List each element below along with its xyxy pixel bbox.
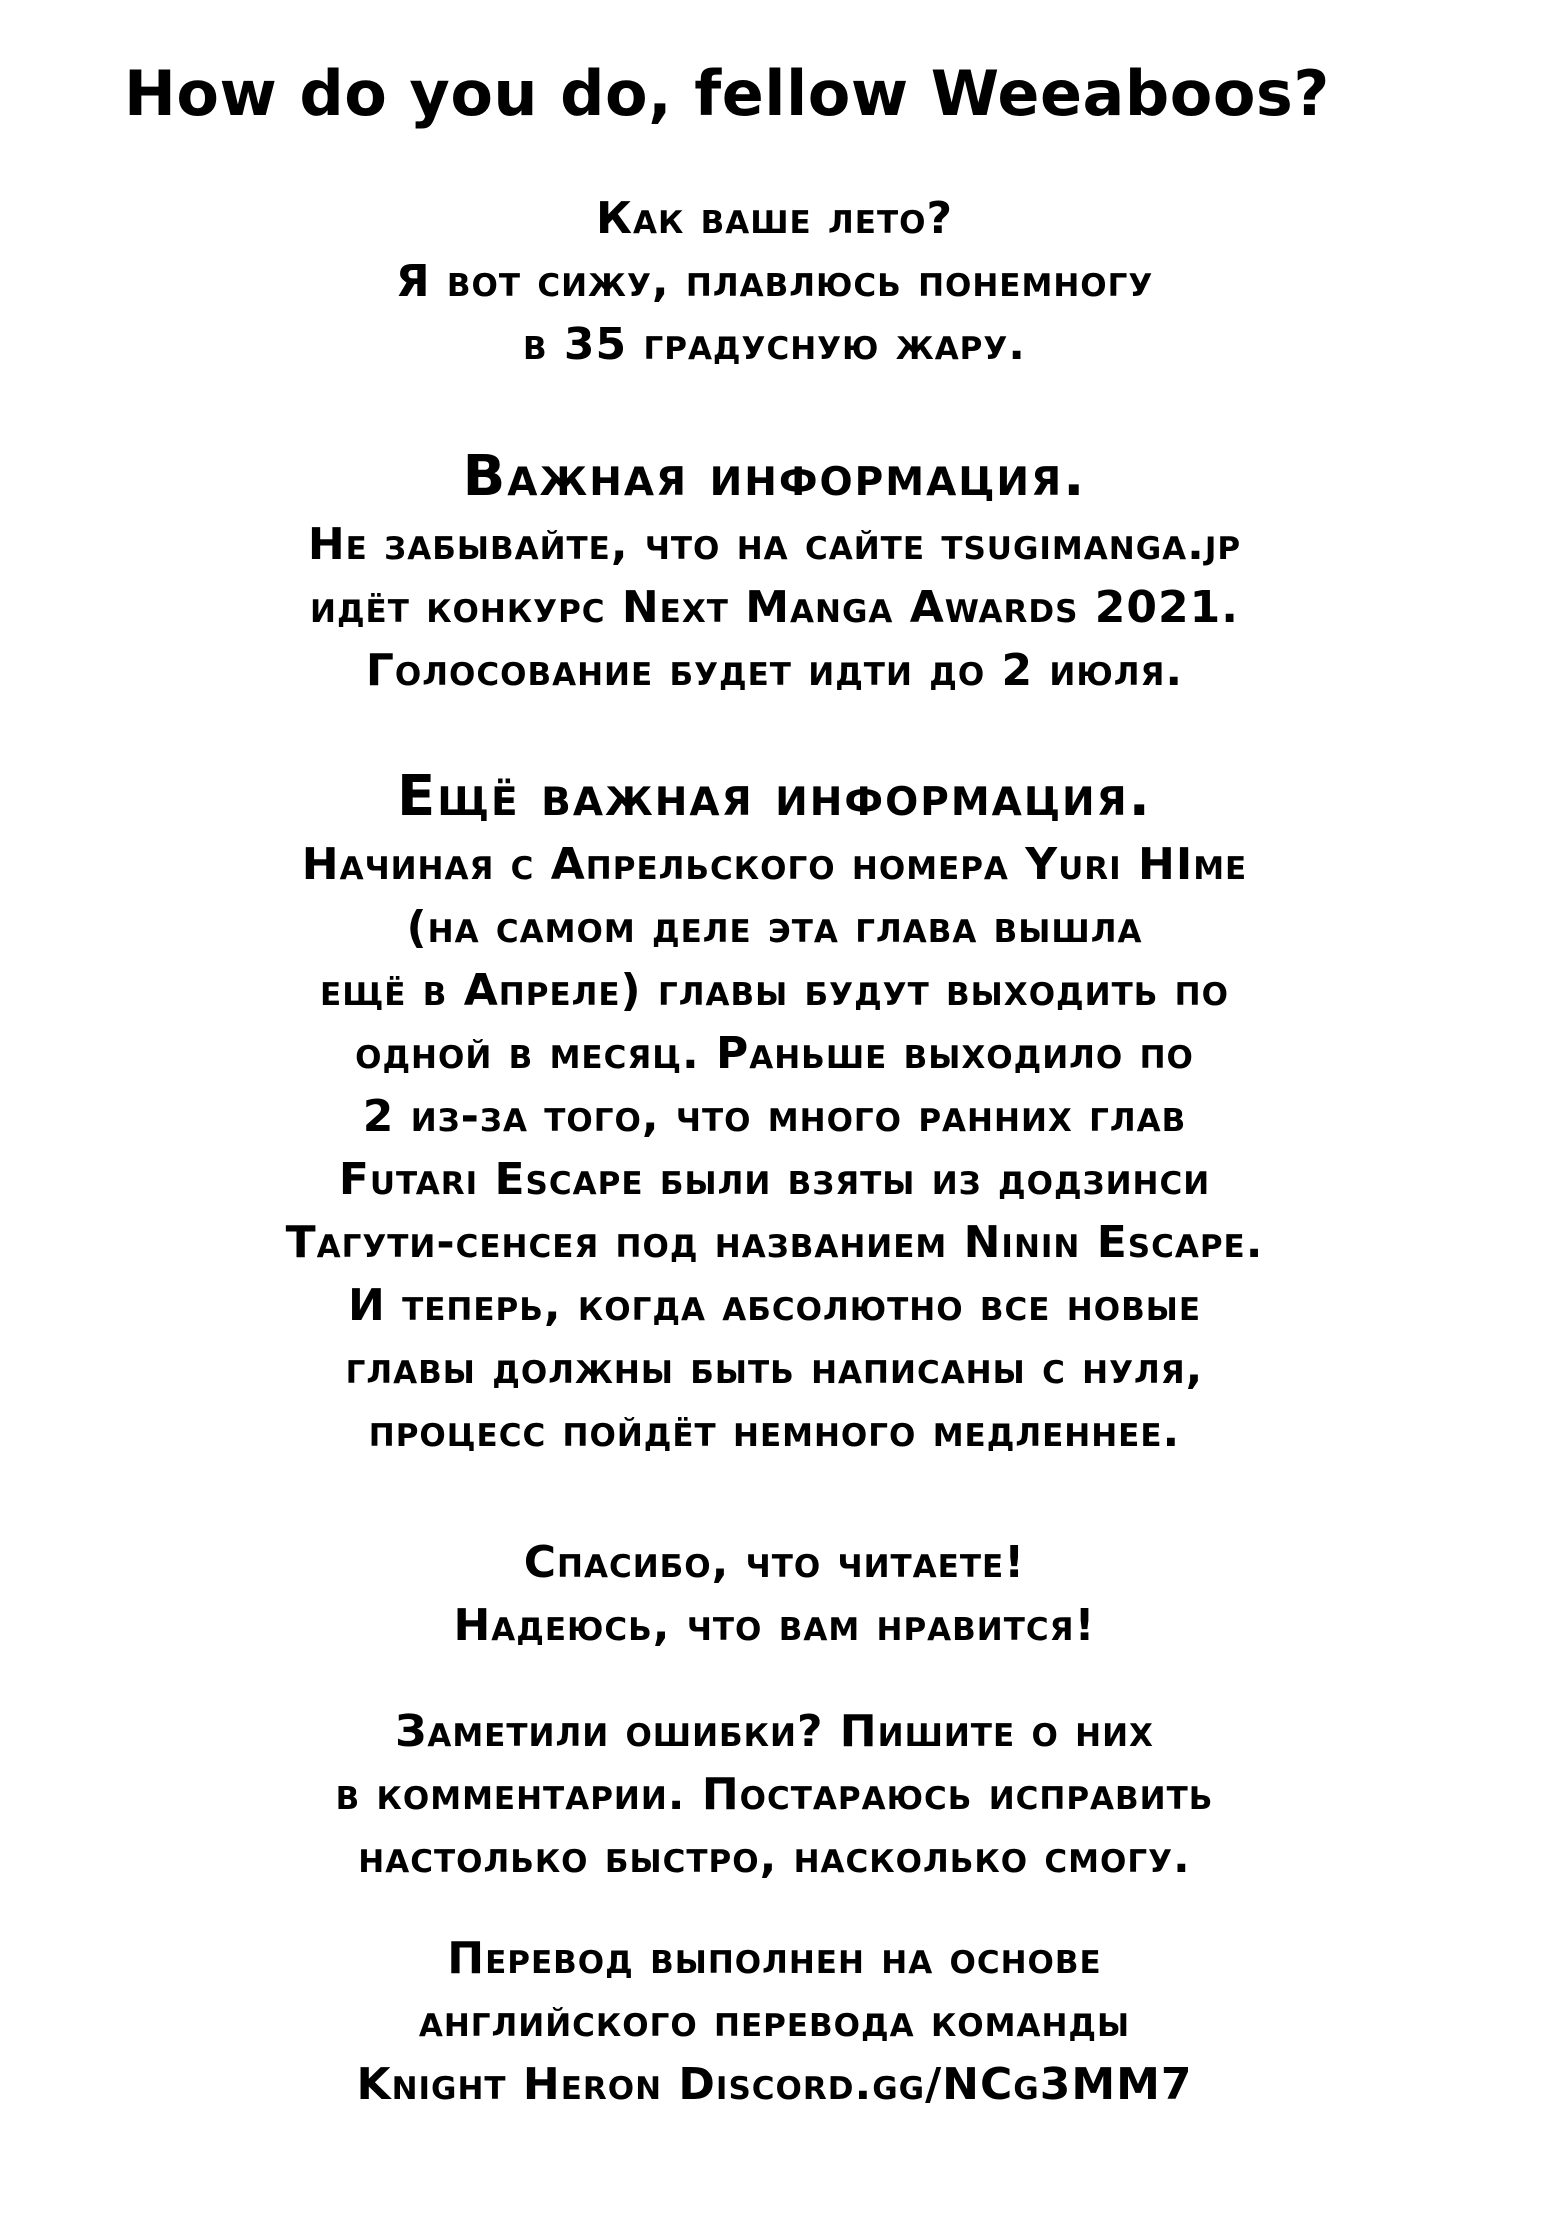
important-info-heading: Важная информация.	[462, 444, 1087, 509]
more-info-line: Тагути-сенсея под названием Ninin Escape.	[285, 1217, 1264, 1268]
errors-line: Заметили ошибки? Пишите о них	[395, 1706, 1154, 1757]
more-info-line: процесс пойдёт немного медленнее.	[368, 1406, 1181, 1457]
more-info-line: Начиная с Апрельского номера Yuri HIme	[301, 839, 1248, 890]
errors-line: в комментарии. Постараюсь исправить	[335, 1769, 1214, 1820]
more-info-heading: Ещё важная информация.	[397, 764, 1152, 829]
summer-line: Я вот сижу, плавлюсь понемногу	[395, 256, 1154, 307]
important-info-line: Не забывайте, что на сайте tsugimanga.jp	[307, 519, 1242, 570]
credit-line: английского перевода команды	[418, 1996, 1131, 2047]
translation-credit-block	[0, 1927, 1549, 2116]
credit-line: Knight Heron Discord.gg/NCg3MM7	[356, 2059, 1193, 2110]
more-info-line: (на самом деле эта глава вышла	[406, 902, 1143, 953]
important-info-line: Голосование будет идти до 2 июля.	[365, 645, 1184, 696]
more-info-line: главы должны быть написаны с нуля,	[345, 1343, 1204, 1394]
more-info-line: одной в месяц. Раньше выходило по	[355, 1028, 1194, 1079]
errors-block	[0, 1700, 1549, 1889]
more-info-line: 2 из-за того, что много ранних глав	[362, 1091, 1187, 1142]
thanks-line: Надеюсь, что вам нравится!	[453, 1600, 1096, 1651]
summer-line: в 35 градусную жару.	[522, 319, 1027, 370]
more-info-line: И теперь, когда абсолютно все новые	[347, 1280, 1202, 1331]
more-info-line: Futari Escape были взяты из додзинси	[338, 1154, 1211, 1205]
summer-greeting-block	[0, 187, 1549, 376]
thanks-block	[0, 1531, 1549, 1657]
more-info-block	[0, 763, 1549, 1463]
credit-line: Перевод выполнен на основе	[447, 1933, 1102, 1984]
thanks-line: Спасибо, что читаете!	[523, 1537, 1026, 1588]
summer-line: Как ваше лето?	[596, 193, 953, 244]
page-title: How do you do, fellow Weeaboos?	[124, 57, 1330, 130]
important-info-line: идёт конкурс Next Manga Awards 2021.	[310, 582, 1239, 633]
errors-line: настолько быстро, насколько смогу.	[358, 1832, 1191, 1883]
important-info-block	[0, 443, 1549, 702]
more-info-line: ещё в Апреле) главы будут выходить по	[320, 965, 1229, 1016]
